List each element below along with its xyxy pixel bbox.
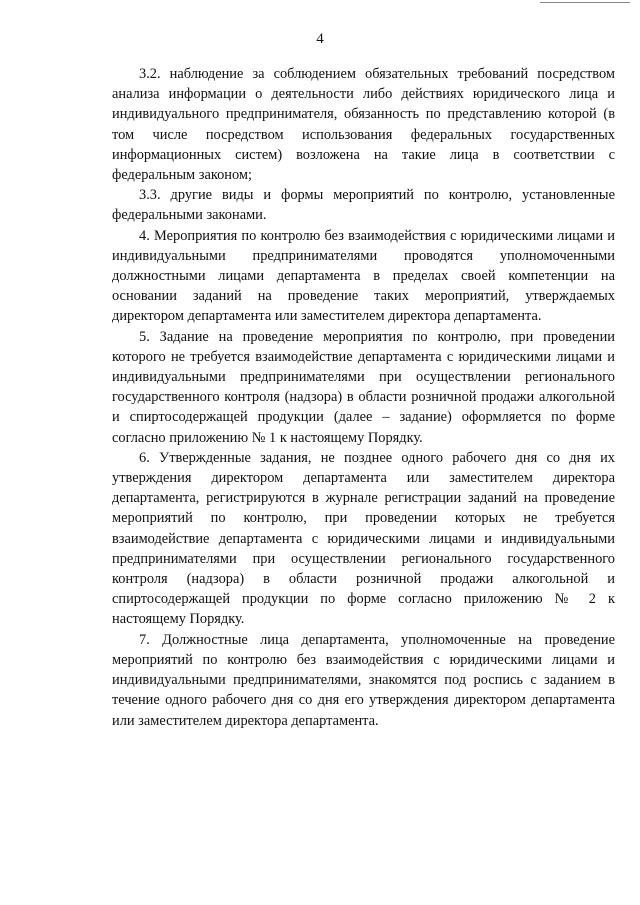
paragraph-3-2: 3.2. наблюдение за соблюдением обязательных требований посредством анализа информации о деятельности либо действиях юридического лица и индивидуального предпринимателя, обязанность по представлению которой (в том числе посредством использования федеральных государственных информационных систем) возложена на такие лица в соответствии с федеральным законом; xyxy=(112,66,615,184)
paragraph-7: 7. Должностные лица департамента, уполномоченные на проведение мероприятий по контролю без взаимодействия с юридическими лицами и индивидуальными предпринимателями, знакомятся под роспись с заданием в течение одного рабочего дня со дня его утверждения директором департамента или заместителем директора департамента. xyxy=(112,631,615,729)
paragraph-3-3: 3.3. другие виды и формы мероприятий по контролю, установленные федеральными законами. xyxy=(112,187,615,224)
paragraph-6: 6. Утвержденные задания, не позднее одного рабочего дня со дня их утверждения директором департамента или заместителем директора департамента, регистрируются в журнале регистрации заданий на проведение мероприятий по контролю, при проведении которых не требуется взаимодействие департамента с юридическими лицами и индивидуальными предпринимателями при осуществлении регионального государственного контроля (надзора) в области розничной продажи алкогольной и спиртосодержащей продукции по форме согласно приложению № 2 к настоящему Порядку. xyxy=(112,449,615,628)
document-body xyxy=(112,64,615,731)
page-number: 4 xyxy=(316,31,324,47)
top-edge-rule xyxy=(540,2,630,3)
paragraph-5: 5. Задание на проведение мероприятия по контролю, при проведении которого не требуется взаимодействие департамента с юридическими лицами и индивидуальными предпринимателями при осуществлении регионального государственного контроля (надзора) в области розничной продажи алкогольной и спиртосодержащей продукции (далее – задание) оформляется по форме согласно приложению № 1 к настоящему Порядку. xyxy=(112,328,615,446)
paragraph-4: 4. Мероприятия по контролю без взаимодействия с юридическими лицами и индивидуальными предпринимателями проводятся уполномоченными должностными лицами департамента в пределах своей компетенции на основании заданий на проведение таких мероприятий, утверждаемых директором департамента или заместителем директора департамента. xyxy=(112,227,615,325)
